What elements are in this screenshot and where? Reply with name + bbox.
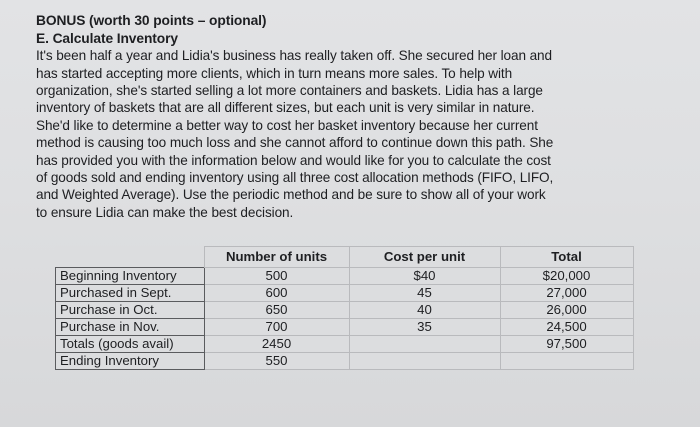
- paragraph-line: She'd like to determine a better way to cost her basket inventory because her current: [36, 117, 538, 133]
- table-header-row: [56, 247, 634, 268]
- table-row: [56, 336, 634, 353]
- row-label: Beginning Inventory: [56, 268, 205, 285]
- paragraph-line: method is causing too much loss and she cannot afford to continue down this path. She: [36, 135, 554, 151]
- total-cell: 27,000: [500, 285, 633, 302]
- problem-paragraph: [36, 47, 666, 221]
- bonus-heading: BONUS (worth 30 points – optional): [36, 13, 267, 28]
- units-cell: 600: [204, 285, 349, 302]
- header-blank: [56, 247, 205, 268]
- total-cell: 97,500: [500, 336, 633, 353]
- table-row: [56, 319, 634, 336]
- total-cell: 26,000: [500, 302, 633, 319]
- question-text: [36, 12, 666, 221]
- table-row: [56, 302, 634, 319]
- cost-cell: 35: [349, 319, 500, 336]
- paragraph-line: and Weighted Average). Use the periodic method and be sure to show all of your work: [36, 187, 546, 203]
- cost-cell: [349, 336, 500, 353]
- row-label: Totals (goods avail): [56, 336, 205, 353]
- table-row: [56, 285, 634, 302]
- total-cell: [500, 353, 633, 370]
- header-cost-per-unit: Cost per unit: [349, 247, 500, 268]
- header-total: Total: [500, 247, 633, 268]
- cost-cell: [349, 353, 500, 370]
- table-row: [56, 268, 634, 285]
- units-cell: 700: [204, 319, 349, 336]
- paragraph-line: inventory of baskets that are all different sizes, but each unit is very similar in nature.: [36, 100, 535, 116]
- cost-cell: $40: [349, 268, 500, 285]
- row-label: Purchase in Nov.: [56, 319, 205, 336]
- section-heading: E. Calculate Inventory: [36, 30, 178, 46]
- paragraph-line: has provided you with the information below and would like for you to calculate the cost: [36, 152, 551, 168]
- cost-cell: 40: [349, 302, 500, 319]
- header-number-of-units: Number of units: [204, 247, 349, 268]
- paragraph-line: It's been half a year and Lidia's business has really taken off. She secured her loan and: [36, 48, 552, 64]
- row-label: Purchase in Oct.: [56, 302, 205, 319]
- paragraph-line: organization, she's started selling a lot more containers and baskets. Lidia has a large: [36, 83, 543, 98]
- paragraph-line: has started accepting more clients, which in turn means more sales. To help with: [36, 65, 513, 81]
- paragraph-line: to ensure Lidia can make the best decision.: [36, 204, 294, 220]
- units-cell: 650: [204, 302, 349, 319]
- units-cell: 550: [204, 353, 349, 370]
- inventory-table: [55, 246, 634, 370]
- units-cell: 500: [204, 268, 349, 285]
- total-cell: $20,000: [500, 268, 633, 285]
- table-row: [56, 353, 634, 370]
- row-label: Purchased in Sept.: [56, 285, 205, 302]
- row-label: Ending Inventory: [56, 353, 205, 370]
- paragraph-line: of goods sold and ending inventory using all three cost allocation methods (FIFO, LIFO,: [36, 170, 554, 186]
- units-cell: 2450: [204, 336, 349, 353]
- total-cell: 24,500: [500, 319, 633, 336]
- cost-cell: 45: [349, 285, 500, 302]
